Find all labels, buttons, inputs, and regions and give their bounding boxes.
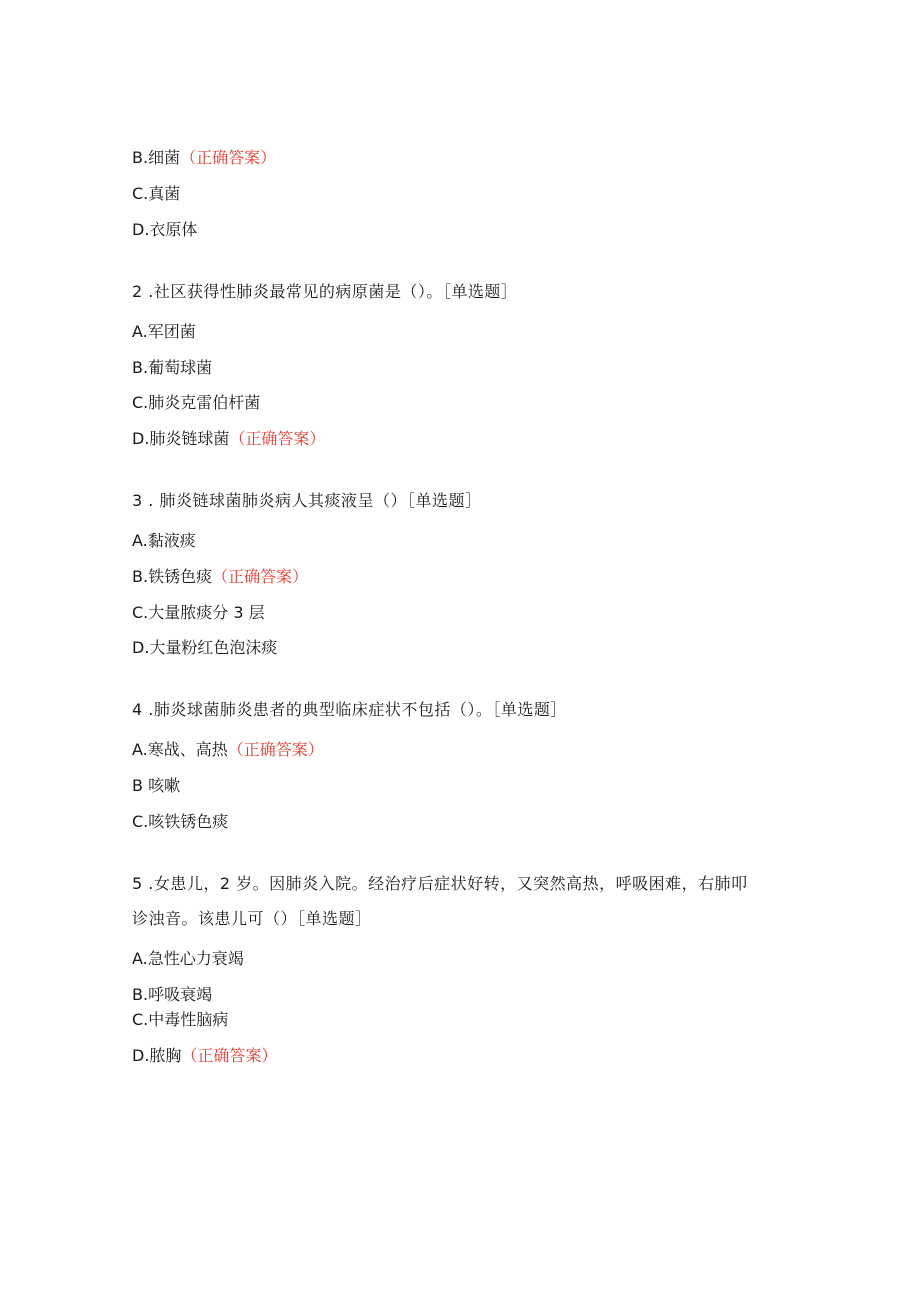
q2-option-d [132, 429, 325, 449]
q5-option-d [132, 1046, 277, 1066]
correct-answer-marker: （正确答案） [180, 148, 277, 167]
q1-option-c [132, 184, 180, 204]
q5-stem-line-2: 诊浊音。该患儿可（）［单选题］ [132, 909, 372, 928]
q2-stem: 2 .社区获得性肺炎最常见的病原菌是（）。［单选题］ [132, 282, 518, 301]
q2-option-a [132, 322, 196, 342]
q5-option-b [132, 985, 212, 1005]
option-text: B.铁锈色痰 [132, 567, 213, 586]
q3-option-c [132, 603, 265, 623]
option-text: C.大量脓痰分 3 层 [132, 603, 265, 622]
q3-option-a [132, 531, 196, 551]
q2-option-c [132, 393, 260, 413]
option-text: A.急性心力衰竭 [132, 949, 244, 968]
option-text: C.真菌 [132, 184, 181, 203]
option-text: A.寒战、高热 [132, 740, 228, 759]
q2-option-b [132, 358, 212, 378]
option-text: B.呼吸衰竭 [132, 985, 213, 1004]
correct-answer-marker: （正确答案） [229, 429, 326, 448]
option-text: C.肺炎克雷伯杆菌 [132, 393, 261, 412]
option-text: B.葡萄球菌 [132, 358, 213, 377]
option-text: A.黏液痰 [132, 531, 196, 550]
q4-option-b [132, 776, 180, 796]
correct-answer-marker: （正确答案） [227, 740, 324, 759]
correct-answer-marker: （正确答案） [212, 567, 309, 586]
option-text: D.大量粉红色泡沫痰 [132, 638, 278, 657]
q3-stem: 3 . 肺炎链球菌肺炎病人其痰液呈（）［单选题］ [132, 491, 482, 510]
option-text: C.咳铁锈色痰 [132, 812, 229, 831]
q5-stem-line-1: 5 .女患儿，2 岁。因肺炎入院。经治疗后症状好转，又突然高热，呼吸困难，右肺叩 [132, 874, 748, 893]
option-text: C.中毒性脑病 [132, 1010, 229, 1029]
q5-option-c [132, 1010, 228, 1030]
q3-option-b [132, 567, 308, 587]
correct-answer-marker: （正确答案） [181, 1046, 278, 1065]
q4-option-a [132, 740, 324, 760]
q1-option-d [132, 220, 197, 240]
q4-stem: 4 .肺炎球菌肺炎患者的典型临床症状不包括（）。［单选题］ [132, 700, 567, 719]
option-text: A.军团菌 [132, 322, 196, 341]
q5-option-a [132, 949, 244, 969]
option-text: D.衣原体 [132, 220, 198, 239]
option-text: B 咳嗽 [132, 776, 181, 795]
q3-option-d [132, 638, 277, 658]
q1-option-b [132, 148, 276, 168]
option-text: D.脓胸 [132, 1046, 182, 1065]
option-text: D.肺炎链球菌 [132, 429, 230, 448]
option-text: B.细菌 [132, 148, 181, 167]
q4-option-c [132, 812, 228, 832]
